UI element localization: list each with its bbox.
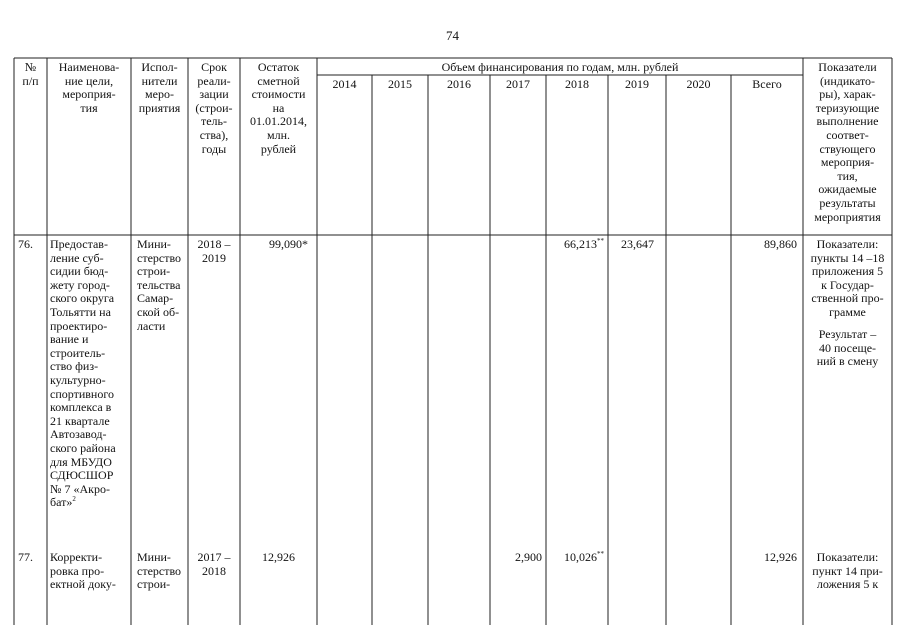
row-77-year-2018 <box>546 551 604 565</box>
page-number: 74 <box>446 28 459 43</box>
row-77-name: Корректи- ровка про- ектной доку- <box>50 550 116 592</box>
row-76-year-2019: 23,647 <box>621 237 654 251</box>
header-year-2019: 2019 <box>625 77 649 91</box>
row-77-year-2018-value: 10,026 <box>564 550 597 564</box>
header-year-2014: 2014 <box>332 77 357 91</box>
row-77-total: 12,926 <box>764 550 797 564</box>
row-77-year-2018-mark: ** <box>597 550 604 558</box>
header-total: Всего <box>752 77 782 91</box>
row-77-executor: Мини- стерство строи- <box>137 550 182 592</box>
header-year-2020: 2020 <box>686 77 711 91</box>
header-year-2018: 2018 <box>565 77 589 91</box>
row-76-num: 76. <box>18 237 33 251</box>
row-76-indicators: Показатели: пункты 14 –18 приложения 5 к Государ- ственной про- грамме <box>810 237 885 319</box>
row-76-term: 2018 – 2019 <box>197 237 231 265</box>
header-year-2015: 2015 <box>388 77 412 91</box>
row-76-balance: 99,090* <box>269 237 308 251</box>
row-76-year-2018 <box>546 238 604 252</box>
header-term: Срок реали- зации (строи- тель- ства), годы <box>195 60 233 156</box>
header-funding: Объем финансирования по годам, млн. рублей <box>441 60 679 74</box>
row-76-year-2018-value: 66,213 <box>564 237 597 251</box>
row-76-footnote-mark: 2 <box>72 495 76 504</box>
row-77-indicators: Показатели: пункт 14 при- ложения 5 к <box>812 550 883 592</box>
row-76-result: Результат – 40 посеще- ний в смену <box>816 327 879 369</box>
row-76-year-2018-mark: ** <box>597 237 604 245</box>
row-76-name <box>50 238 130 510</box>
header-num: № п/п <box>22 60 39 88</box>
header-year-2016: 2016 <box>447 77 471 91</box>
row-76-total: 89,860 <box>764 237 797 251</box>
row-77-year-2017: 2,900 <box>515 550 542 564</box>
header-indicators: Показатели (индикато- ры), харак- теризующие выполнение соответ- ствующего мероприя- тия, ожидаемые результаты мероприятия <box>814 60 881 224</box>
row-76-name-text: Предостав- ление суб- сидии бюд- жету город- ского округа Тольятти на проектиро- вание и строитель- ство физ- культурно- спортивного комплекса в 21 квартале Автозавод- ского района для МБУДО СДЮСШОР № 7 «Акро- бат» <box>50 237 116 510</box>
row-77-num: 77. <box>18 550 33 564</box>
header-executors: Испол- нители меро- приятия <box>138 60 181 115</box>
header-balance: Остаток сметной стоимости на 01.01.2014, млн. рублей <box>250 60 307 156</box>
row-77-balance: 12,926 <box>262 550 295 564</box>
header-year-2017: 2017 <box>506 77 530 91</box>
header-name: Наименова- ние цели, мероприя- тия <box>58 60 120 115</box>
row-77-term: 2017 – 2018 <box>197 550 231 578</box>
row-76-executor: Мини- стерство строи- тельства Самар- ской об- ласти <box>137 237 182 333</box>
